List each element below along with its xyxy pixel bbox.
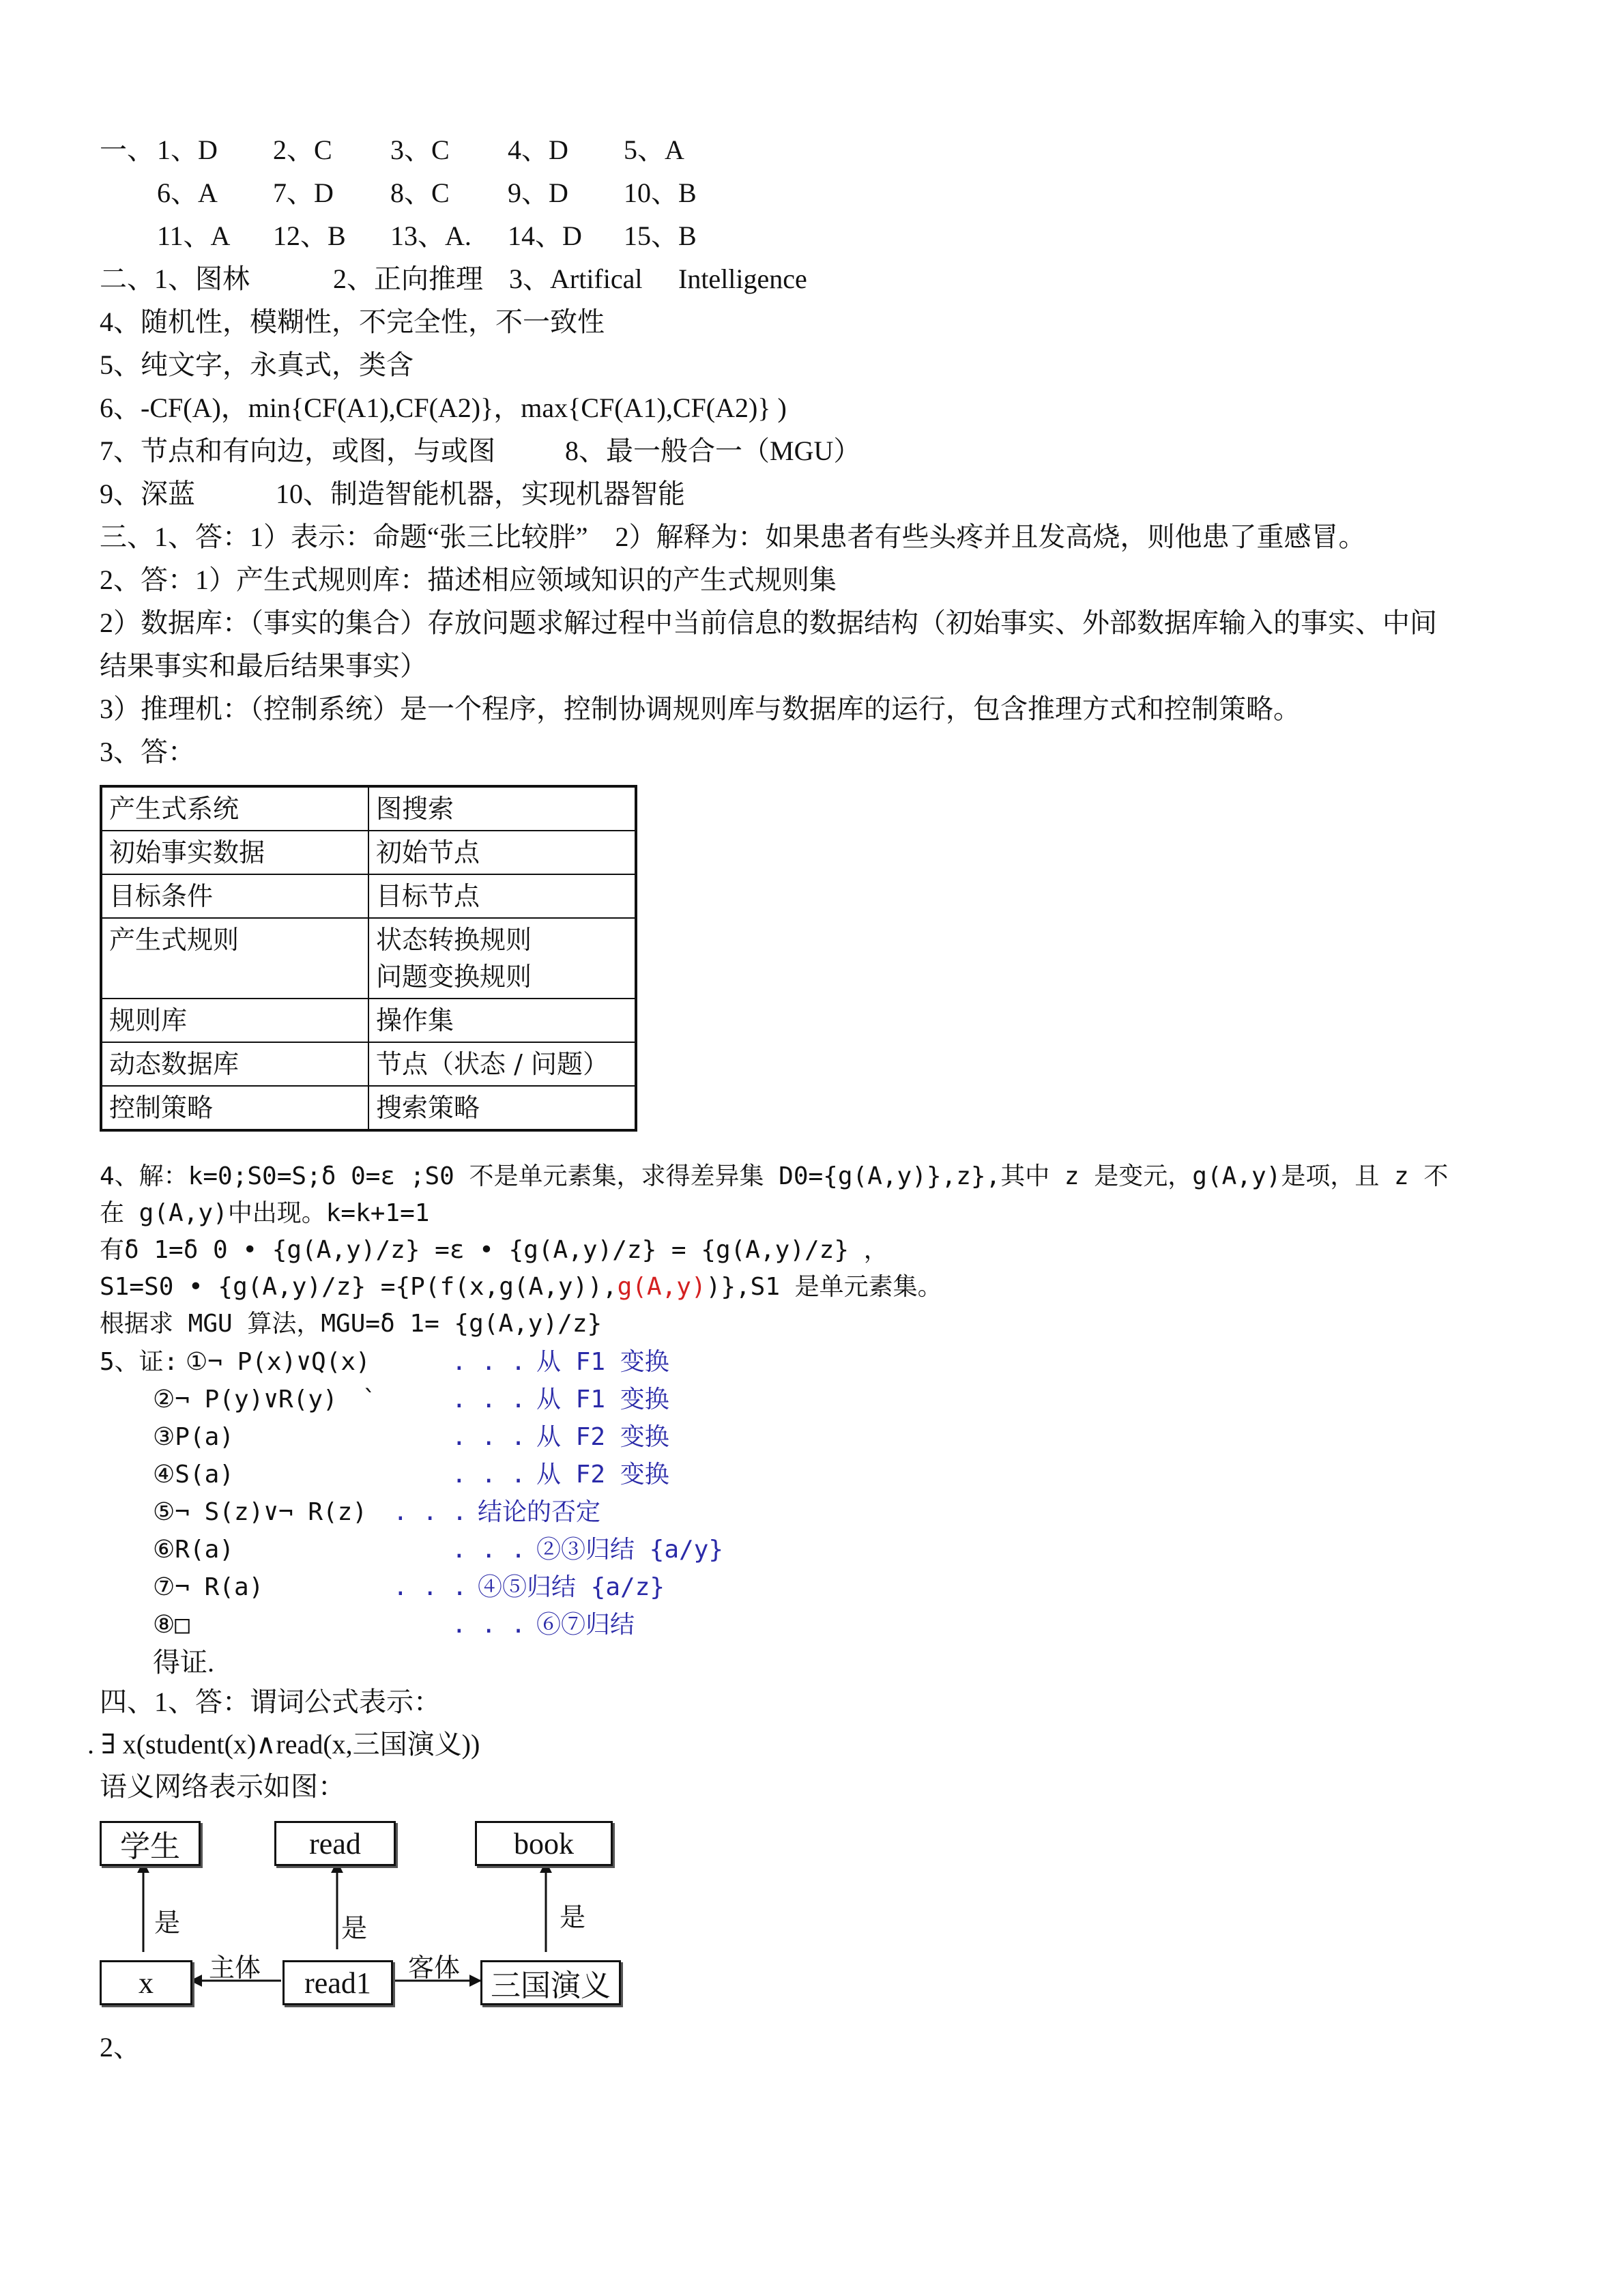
s2-line1-d: Intelligence (678, 263, 807, 294)
proof-step-expr: ⑤¬ S(z)∨¬ R(z) (153, 1498, 368, 1526)
proof-step-expr: ⑥R(a) (153, 1536, 234, 1564)
table-cell-graph-search: 状态转换规则 问题变换规则 (368, 918, 636, 999)
table-cell-graph-search: 操作集 (368, 999, 636, 1042)
proof-step-reason: ④⑤归结 {a/z} (478, 1573, 665, 1601)
answer-cell: 15、B (624, 220, 697, 251)
proof-step-reason: 从 F1 变换 (536, 1386, 669, 1414)
node-x: x (100, 1960, 192, 2005)
proof-step-dots: . . . (393, 1498, 467, 1526)
label-isa-sanguo: 是 (560, 1904, 586, 1932)
node-student: 学生 (100, 1821, 201, 1866)
proof-step-dots: . . . (452, 1386, 526, 1414)
node-book: book (475, 1821, 613, 1866)
answer-cell: 13、A. (390, 220, 472, 251)
s4-q1: 四、1、答：谓词公式表示： (100, 1687, 441, 1717)
s3-q1: 三、1、答：1）表示：命题“张三比较胖” 2）解释为：如果患者有些头疼并且发高烧，则他患了重感冒。 (100, 521, 1366, 552)
proof-step-reason: 从 F2 变换 (536, 1461, 669, 1489)
s2-line5: 5、纯文字，永真式，类含 (100, 349, 414, 380)
table-cell-graph-search: 初始节点 (368, 831, 636, 874)
label-isa-x: 是 (154, 1909, 181, 1938)
proof-step-dots: . . . (452, 1536, 526, 1564)
proof-step-expr: ⑦¬ R(a) (153, 1573, 264, 1601)
answer-cell: 1、D (157, 134, 218, 165)
s4-q2: 2、 (100, 2032, 141, 2063)
answer-cell: 4、D (508, 134, 568, 165)
proof-step-reason: 从 F2 变换 (536, 1423, 669, 1451)
table-cell-production: 产生式系统 (101, 786, 368, 831)
node-sanguo: 三国演义 (480, 1960, 621, 2005)
answer-cell: 10、B (624, 177, 697, 208)
table-cell-production: 目标条件 (101, 874, 368, 918)
table-cell-production: 初始事实数据 (101, 831, 368, 874)
proof-step-reason: 结论的否定 (478, 1498, 601, 1526)
s2-line4: 4、随机性，模糊性，不完全性，不一致性 (100, 306, 605, 337)
q5-head: 5、证: (100, 1348, 179, 1376)
proof-step-expr: ①¬ P(x)∨Q(x) (186, 1348, 371, 1376)
label-isa-read1: 是 (341, 1914, 368, 1943)
table-cell-graph-search: 目标节点 (368, 874, 636, 918)
answer-cell: 11、A (157, 220, 231, 251)
proof-step-dots: . . . (452, 1348, 526, 1376)
answer-cell: 12、B (273, 220, 346, 251)
q4-line2: 在 g(A,y)中出现。k=k+1=1 (100, 1199, 430, 1227)
q5-end: 得证. (153, 1647, 214, 1678)
table-cell-production: 规则库 (101, 999, 368, 1042)
label-subject: 主体 (209, 1954, 261, 1983)
s2-line1-b: 2、正向推理 (333, 263, 483, 294)
s4-formula: . ∃ x(student(x)∧read(x,三国演义)) (87, 1729, 480, 1760)
q4-line4-a: S1=S0 • {g(A,y)/z} ={P(f(x,g(A,y)), (100, 1273, 618, 1301)
s2-line1-c: 3、Artifical (509, 263, 643, 294)
q4-line4-red: g(A,y) (617, 1273, 706, 1301)
s3-q2-3: 3）推理机：（控制系统）是一个程序，控制协调规则库与数据库的运行，包含推理方式和控制策略。 (100, 693, 1301, 724)
node-read: read (274, 1821, 396, 1866)
q4-line1: 4、解：k=0;S0=S;δ 0=ε ;S0 不是单元素集，求得差异集 D0={g(A,y)},z},其中 z 是变元，g(A,y)是项，且 z 不 (100, 1162, 1449, 1190)
s2-line9b: 10、制造智能机器，实现机器智能 (276, 478, 685, 509)
s2-line7a: 7、节点和有向边，或图，与或图 (100, 435, 495, 466)
section1-prefix: 一、 (100, 134, 154, 165)
s3-q3: 3、答： (100, 736, 195, 767)
q4-line4-b: )},S1 是单元素集。 (706, 1273, 942, 1301)
table-cell-graph-search: 搜索策略 (368, 1086, 636, 1130)
proof-step-reason: ②③归结 {a/y} (536, 1536, 724, 1564)
table-cell-graph-search: 节点（状态 / 问题） (368, 1042, 636, 1086)
answer-cell: 6、A (157, 177, 218, 208)
q4-line3: 有δ 1=δ 0 • {g(A,y)/z} =ε • {g(A,y)/z} = {g(A,y)/z} ， (100, 1236, 888, 1264)
table-cell-production: 动态数据库 (101, 1042, 368, 1086)
label-object: 客体 (408, 1954, 461, 1983)
s3-q2-2a: 2）数据库：（事实的集合）存放问题求解过程中当前信息的数据结构（初始事实、外部数据库输入的事实、中间 (100, 607, 1437, 638)
proof-step-expr: ④S(a) (153, 1461, 234, 1489)
proof-step-dots: . . . (452, 1461, 526, 1489)
s4-net-intro: 语义网络表示如图： (100, 1771, 345, 1802)
answer-cell: 3、C (390, 134, 450, 165)
proof-step-expr: ②¬ P(y)∨R(y) ` (153, 1386, 377, 1414)
s2-line7b: 8、最一般合一（MGU） (565, 435, 861, 466)
s3-q2-2b: 结果事实和最后结果事实） (100, 650, 427, 681)
s2-line6: 6、-CF(A)，min{CF(A1),CF(A2)}，max{CF(A1),CF(A2)} ) (100, 392, 787, 423)
answer-cell: 7、D (273, 177, 334, 208)
s2-line1-a: 二、1、图林 (100, 263, 250, 294)
proof-step-expr: ③P(a) (153, 1423, 234, 1451)
s3-q2-1: 2、答：1）产生式规则库：描述相应领域知识的产生式规则集 (100, 564, 837, 595)
answer-cell: 2、C (273, 134, 332, 165)
s2-line9a: 9、深蓝 (100, 478, 195, 509)
table-cell-production: 产生式规则 (101, 918, 368, 999)
answer-cell: 9、D (508, 177, 568, 208)
answer-cell: 8、C (390, 177, 450, 208)
table-cell-production: 控制策略 (101, 1086, 368, 1130)
answer-cell: 5、A (624, 134, 684, 165)
proof-step-reason: 从 F1 变换 (536, 1348, 669, 1376)
proof-step-dots: . . . (452, 1611, 526, 1639)
proof-step-expr: ⑧□ (153, 1611, 190, 1639)
table-cell-graph-search: 图搜索 (368, 786, 636, 831)
q4-line5: 根据求 MGU 算法，MGU=δ 1= {g(A,y)/z} (100, 1310, 603, 1338)
proof-step-dots: . . . (393, 1573, 467, 1601)
node-read1: read1 (282, 1960, 393, 2005)
proof-step-reason: ⑥⑦归结 (536, 1611, 635, 1639)
proof-step-dots: . . . (452, 1423, 526, 1451)
answer-cell: 14、D (508, 220, 582, 251)
